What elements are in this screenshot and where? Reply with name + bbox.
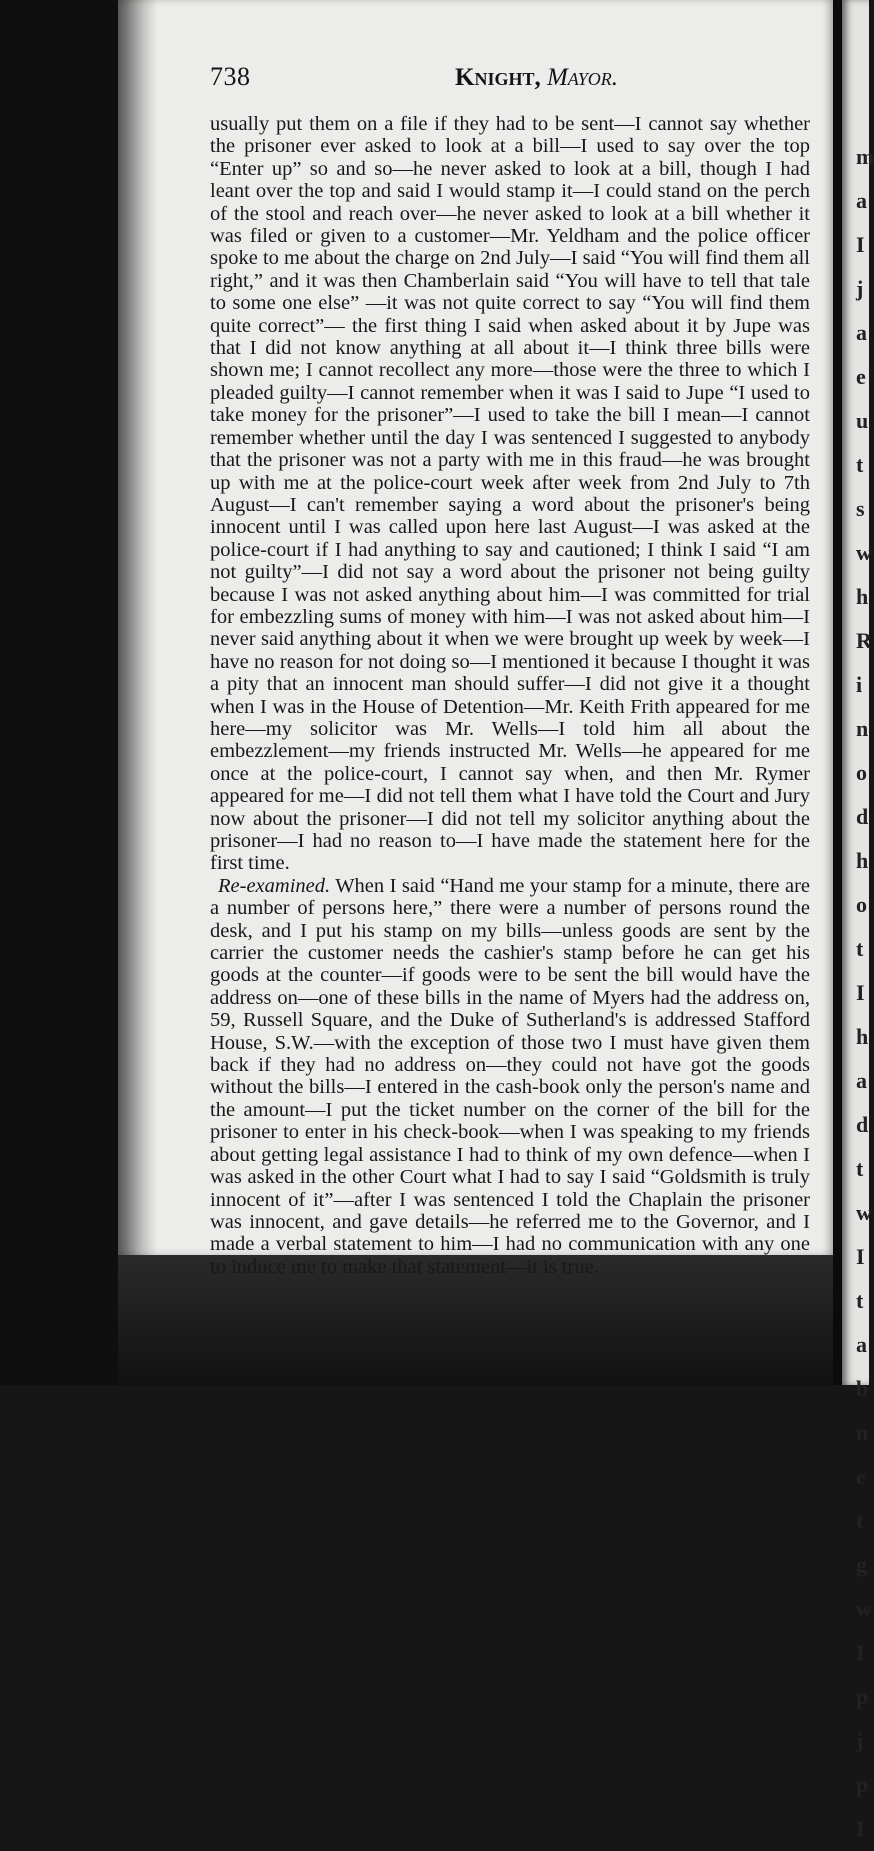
adjacent-page-fragment: a (856, 1332, 867, 1357)
adjacent-page-fragment: h (856, 584, 869, 609)
adjacent-page-fragment: u (856, 408, 869, 433)
adjacent-page-fragment: d (856, 804, 869, 829)
adjacent-page-fragment: t (856, 1508, 864, 1533)
running-head (455, 64, 618, 92)
adjacent-page-fragment: i (856, 672, 863, 697)
adjacent-page-fragment: I (856, 1816, 865, 1841)
adjacent-page-fragment: p (856, 1684, 869, 1709)
adjacent-page-fragment: d (856, 1112, 869, 1137)
adjacent-page-fragment: t (856, 1156, 864, 1181)
adjacent-page-fragment: t (856, 936, 864, 961)
adjacent-page-fragment: s (856, 496, 865, 521)
adjacent-page-fragment: R (856, 628, 872, 653)
adjacent-page-fragment: w (856, 540, 872, 565)
adjacent-page-fragment: I (856, 1640, 865, 1665)
adjacent-page-fragment: a (856, 320, 867, 345)
adjacent-page-fragment: j (856, 276, 864, 301)
adjacent-page-fragment: h (856, 848, 869, 873)
adjacent-page-fragment: I (856, 232, 865, 257)
running-head-name: Knight, (455, 64, 541, 91)
adjacent-page-fragment: n (856, 1420, 869, 1445)
reexamination-text: When I said “Hand me your stamp for a minute, there are a number of persons here,” there were a number of persons round the desk, and I put his stamp on my bills—unless goods are sent by the carrier the customer needs the cashier's stamp before he can get his goods at the counter—if goods were to be sent the bill would have the address on—one of these bills in the name of Myers had the address on, 59, Russell Square, and the Duke of Sutherland's is addressed Stafford House, S.W.—with the exception of those two I must have given them back if they had no address on—they could not have got the goods without the bills—I entered in the cash-book only the person's name and the amount—I put the ticket number on the corner of the bill for the prisoner to enter in his check-book—when I was speaking to my friends about getting legal assistance I had to think of my own defence—when I was asked in the other Court what I had to say I said “Goldsmith is truly innocent of it”—after I was sentenced I told the Chaplain the prisoner was innocent, and gave details—he referred me to the Governor, and I made a verbal statement to him—I had no communication with any one to induce me to make that statement—it is true. (210, 874, 810, 1278)
page-header (210, 60, 810, 100)
testimony-paragraph: usually put them on a file if they had to be sent—I cannot say whether the prisoner ever asked to look at a bill—I used to say over the top “Enter up” so and so—he never asked to look at a bill, though I had leant over the top and said I would stamp it—I could stand on the perch of the stool and reach over—he never asked to look at a bill whether it was filed or given to a customer—Mr. Yeldham and the police officer spoke to me about the charge on 2nd July—I said “You will find them all right,” and it was then Chamberlain said “You will have to tell that tale to some one else” —it was not quite correct to say “You will find them quite correct”— the first thing I said when asked about it by Jupe was that I did not know anything at all about it—I think three bills were shown me; I cannot recollect any more—those were the three to which I pleaded guilty—I cannot remember when it was I said to Jupe “I used to take money for the prisoner”—I used to take the bill I mean—I cannot remember whether until the day I was sentenced I suggested to anybody that the prisoner was not a party with me in this fraud—he was brought up with me at the police-court week after week from 2nd July to 7th August—I can't remember saying a word about the prisoner's being innocent until I was called upon here last August—I was asked at the police-court if I had anything to say and cautioned; I think I said “I am not guilty”—I did not say a word about the prisoner not being guilty because I was not asked anything about him—I was committed for trial for embezzling sums of money with him—I was not asked about him—I never said anything about it when we were brought up week by week—I have no reason for not doing so—I mentioned it because I thought it was a pity that an innocent man should suffer—I did not give it a thought when I was in the House of Detention—Mr. Keith Frith appeared for me here—my solicitor was Mr. Wells—I told him all about the embezzlement—my friends instructed Mr. Wells—he appeared for me once at the police-court, I cannot say when, and then Mr. Rymer appeared for me—I did not tell them what I have told the Court and Jury now about the prisoner—I did not tell my solicitor anything about the prisoner—I had no reason to—I have made the statement here for the first time. (210, 113, 810, 875)
adjacent-page-fragment: a (856, 188, 867, 213)
adjacent-page-fragment: t (856, 452, 864, 477)
page-number: 738 (210, 62, 251, 91)
page-body (210, 113, 810, 1278)
adjacent-page-fragment: I (856, 1244, 865, 1269)
adjacent-page-fragment: g (856, 1552, 867, 1577)
adjacent-page-fragment: p (856, 1772, 869, 1797)
reexamination-paragraph (210, 875, 810, 1278)
book-gutter (833, 0, 842, 1385)
adjacent-page-fragment: o (856, 760, 867, 785)
adjacent-page-fragment: t (856, 1288, 864, 1313)
adjacent-page-fragment: w (856, 1200, 872, 1225)
adjacent-page-fragment: w (856, 1596, 872, 1621)
running-head-title: Mayor. (546, 64, 619, 91)
adjacent-page-fragment: j (856, 1728, 864, 1753)
adjacent-page-fragment: m (856, 144, 874, 169)
adjacent-page-edge (842, 0, 874, 1841)
adjacent-page-fragment: a (856, 1068, 867, 1093)
adjacent-page-fragment: n (856, 716, 869, 741)
adjacent-page-fragment: h (856, 1024, 869, 1049)
scan-left-margin (0, 0, 118, 1385)
adjacent-page-fragment: I (856, 980, 865, 1005)
adjacent-page-fragment: o (856, 892, 867, 917)
adjacent-page-fragment: e (856, 1464, 866, 1489)
adjacent-page-fragment: e (856, 364, 866, 389)
adjacent-page-fragment: b (856, 1376, 869, 1401)
reexamined-label: Re-examined. (218, 874, 331, 897)
